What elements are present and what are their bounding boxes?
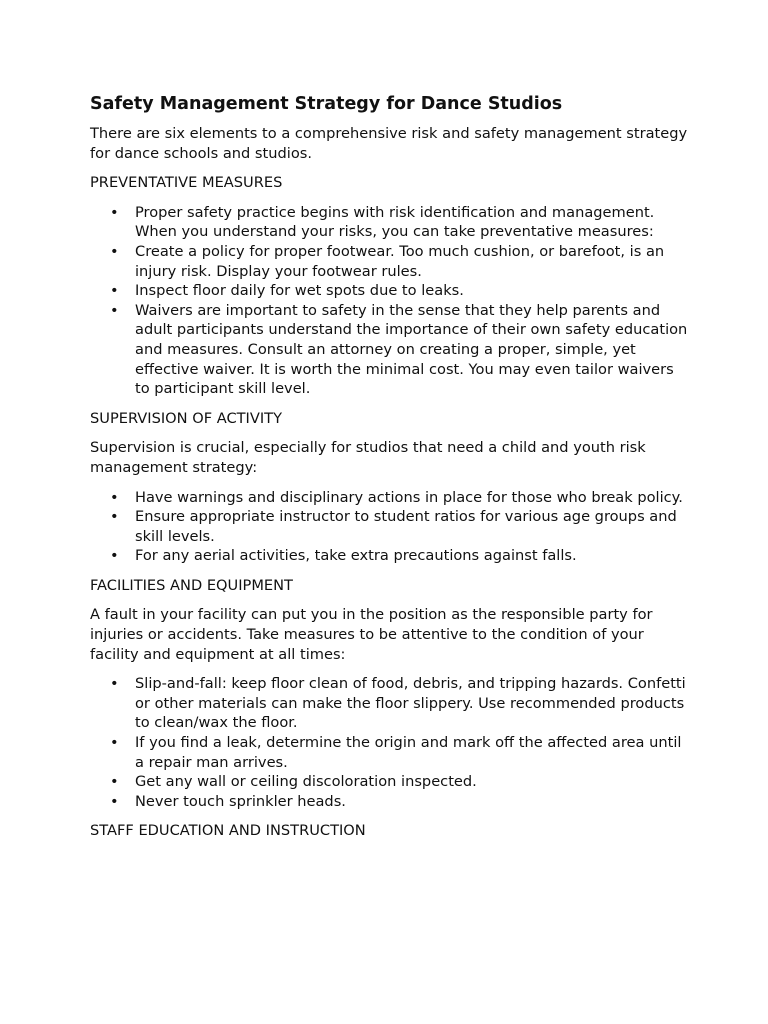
document-page bbox=[90, 92, 690, 851]
list-item-text: Waivers are important to safety in the sense that they help parents and adult participants understand the importance of their own safety education and measures. Consult an attorney on creating a proper, simple, yet effective waiver. It is worth the minimal cost. You may even tailor waivers to participant skill level. bbox=[135, 301, 688, 398]
section-heading: FACILITIES AND EQUIPMENT bbox=[90, 576, 293, 594]
document-title: Safety Management Strategy for Dance Studios bbox=[90, 94, 563, 114]
bullet-icon: • bbox=[110, 301, 119, 319]
list-item bbox=[90, 733, 690, 772]
list-item-text: Create a policy for proper footwear. Too much cushion, or barefoot, is an injury risk. Display your footwear rules. bbox=[135, 242, 665, 280]
list-item bbox=[90, 203, 690, 242]
list-item-text: Inspect floor daily for wet spots due to leaks. bbox=[135, 282, 464, 300]
section-heading: PREVENTATIVE MEASURES bbox=[90, 174, 283, 192]
bullet-icon: • bbox=[110, 734, 119, 752]
list-item-text: If you find a leak, determine the origin and mark off the affected area until a repair man arrives. bbox=[135, 734, 682, 771]
bullet-icon: • bbox=[110, 547, 119, 565]
section-paragraph: A fault in your facility can put you in the position as the responsible party for injuries or accidents. Take measures to be attentive to the condition of your facility and equipment at all times: bbox=[90, 606, 653, 663]
list-item-text: Proper safety practice begins with risk identification and management. When you understand your risks, you can take preventative measures: bbox=[135, 203, 655, 241]
bullet-icon: • bbox=[110, 675, 119, 693]
list-item bbox=[90, 281, 690, 301]
bullet-icon: • bbox=[110, 282, 119, 300]
list-item-text: Get any wall or ceiling discoloration inspected. bbox=[135, 773, 477, 791]
list-item bbox=[90, 772, 690, 792]
list-item bbox=[90, 242, 690, 281]
list-item bbox=[90, 507, 690, 546]
bullet-icon: • bbox=[110, 508, 119, 526]
intro-paragraph: There are six elements to a comprehensive risk and safety management strategy for dance schools and studios. bbox=[90, 125, 688, 162]
bullet-icon: • bbox=[110, 773, 119, 791]
list-item-text: For any aerial activities, take extra precautions against falls. bbox=[135, 547, 577, 565]
list-item-text: Have warnings and disciplinary actions in place for those who break policy. bbox=[135, 488, 683, 506]
list-item bbox=[90, 792, 690, 812]
list-item bbox=[90, 674, 690, 733]
document-sections bbox=[90, 173, 690, 841]
bullet-icon: • bbox=[110, 792, 119, 810]
bullet-icon: • bbox=[110, 488, 119, 506]
list-item bbox=[90, 488, 690, 508]
list-item-text: Ensure appropriate instructor to student ratios for various age groups and skill levels. bbox=[135, 508, 677, 545]
list-item-text: Never touch sprinkler heads. bbox=[135, 792, 346, 810]
bullet-list bbox=[90, 674, 690, 811]
list-item bbox=[90, 546, 690, 566]
list-item-text: Slip-and-fall: keep floor clean of food, debris, and tripping hazards. Confetti or other materials can make the floor slippery. Use recommended products to clean/wax the floor. bbox=[135, 675, 686, 732]
bullet-list bbox=[90, 203, 690, 399]
bullet-icon: • bbox=[110, 203, 119, 221]
bullet-list bbox=[90, 488, 690, 566]
bullet-icon: • bbox=[110, 242, 119, 260]
section-heading: SUPERVISION OF ACTIVITY bbox=[90, 409, 282, 427]
section-paragraph: Supervision is crucial, especially for studios that need a child and youth risk management strategy: bbox=[90, 439, 646, 476]
list-item bbox=[90, 301, 690, 399]
section-heading: STAFF EDUCATION AND INSTRUCTION bbox=[90, 822, 366, 840]
